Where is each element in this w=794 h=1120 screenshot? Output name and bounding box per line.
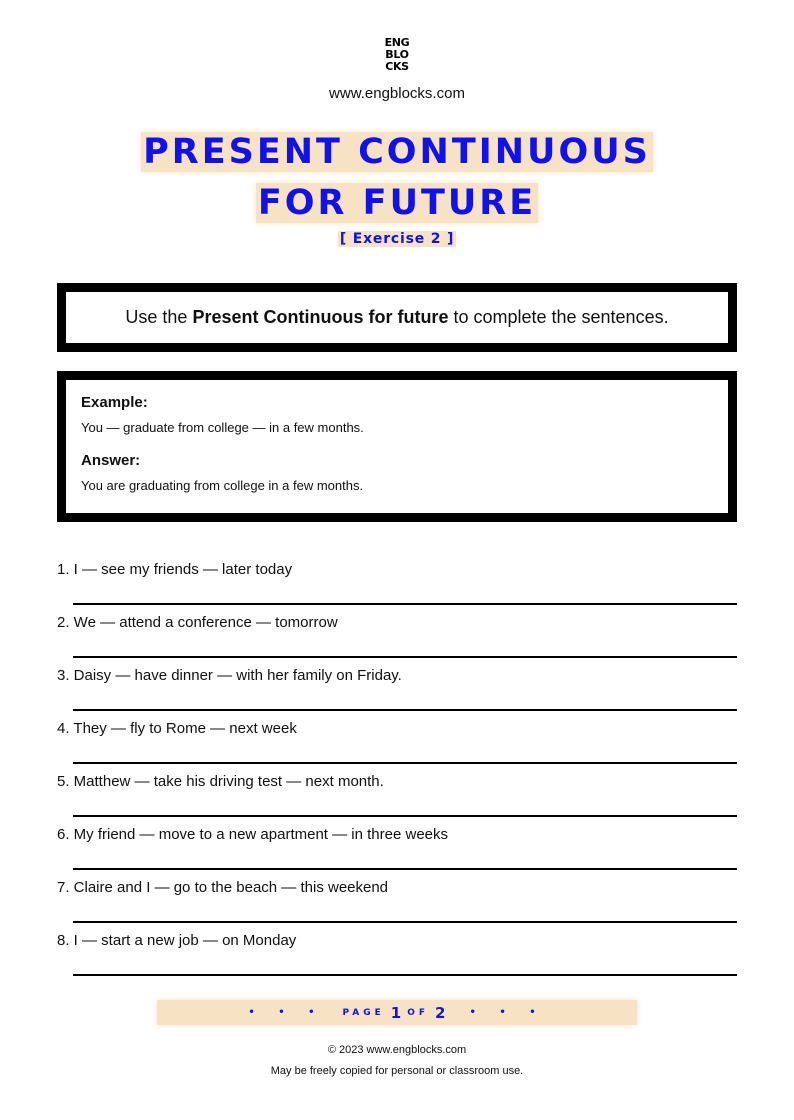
exercise-prompt: 1. I — see my friends — later today [57, 561, 293, 578]
example-box [57, 371, 737, 522]
dots-left: • • • [248, 1007, 325, 1018]
exercise-prompt: 4. They — fly to Rome — next week [57, 720, 297, 737]
exercise-item [57, 561, 737, 614]
answer-text: You are graduating from college in a few months. [81, 478, 364, 493]
instruction-text-after: to complete the sentences. [453, 307, 669, 327]
logo-line: CKS [385, 60, 409, 73]
instruction-text-bold: Present Continuous for future [192, 307, 449, 327]
answer-line[interactable] [73, 762, 737, 764]
answer-line[interactable] [73, 815, 737, 817]
exercise-number: [ Exercise 2 ] [339, 231, 455, 247]
exercise-prompt: 7. Claire and I — go to the beach — this weekend [57, 879, 389, 896]
of-word: OF [407, 1007, 430, 1018]
answer-line[interactable] [73, 709, 737, 711]
exercise-prompt: 2. We — attend a conference — tomorrow [57, 614, 338, 631]
answer-line[interactable] [73, 974, 737, 976]
answer-line[interactable] [73, 603, 737, 605]
exercise-item [57, 614, 737, 667]
exercise-list [57, 561, 737, 985]
exercise-prompt: 3. Daisy — have dinner — with her family on Friday. [57, 667, 402, 684]
exercise-item [57, 879, 737, 932]
instruction-text-before: Use the [125, 307, 188, 327]
page-total: 2 [435, 1003, 446, 1022]
instruction-box [57, 283, 737, 352]
answer-line[interactable] [73, 656, 737, 658]
logo-line: ENG [384, 36, 410, 49]
page-indicator [157, 1000, 637, 1025]
exercise-item [57, 773, 737, 826]
page-current: 1 [390, 1003, 402, 1022]
answer-line[interactable] [73, 921, 737, 923]
exercise-item [57, 667, 737, 720]
logo-line: BLO [385, 48, 409, 61]
exercise-prompt: 5. Matthew — take his driving test — next month. [57, 773, 384, 790]
answer-label: Answer: [81, 452, 141, 469]
exercise-item [57, 932, 737, 985]
answer-line[interactable] [73, 868, 737, 870]
exercise-prompt: 6. My friend — move to a new apartment — in three weeks [57, 826, 449, 843]
exercise-item [57, 720, 737, 773]
dots-right: • • • [469, 1007, 546, 1018]
engblocks-logo [0, 37, 794, 73]
page-title-line-2: FOR FUTURE [257, 183, 537, 223]
site-url[interactable]: www.engblocks.com [329, 85, 465, 102]
page-title-line-1: PRESENT CONTINUOUS [143, 132, 651, 172]
exercise-item [57, 826, 737, 879]
footer-copyright: © 2023 www.engblocks.com [327, 1044, 467, 1056]
example-label: Example: [81, 394, 148, 411]
exercise-prompt: 8. I — start a new job — on Monday [57, 932, 297, 949]
example-text: You — graduate from college — in a few months. [81, 420, 364, 435]
page-word: PAGE [342, 1007, 385, 1018]
footer-license: May be freely copied for personal or classroom use. [270, 1065, 524, 1077]
